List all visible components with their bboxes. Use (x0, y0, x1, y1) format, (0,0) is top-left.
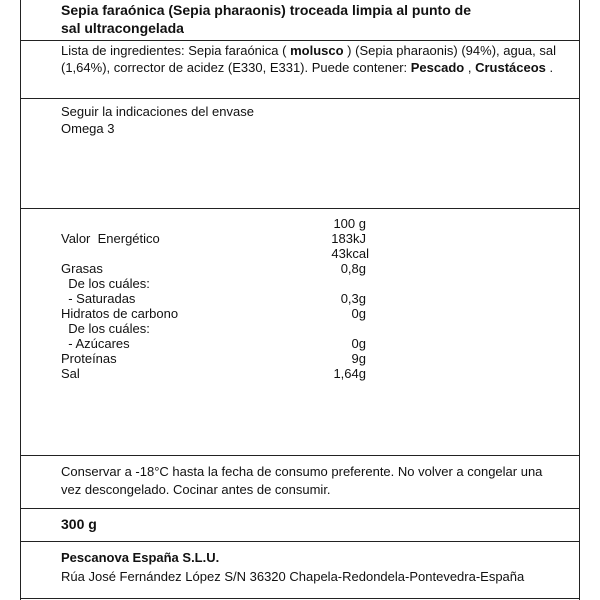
divider (21, 508, 579, 509)
product-title (21, 1, 579, 37)
nutrition-row (21, 366, 579, 381)
ingredients-text: . (545, 60, 554, 75)
divider (21, 598, 579, 599)
divider (21, 455, 579, 456)
nutrition-row (21, 246, 579, 261)
nutrition-table (21, 216, 579, 381)
storage-instructions: Conservar a -18°C hasta la fecha de consumo preferente. No volver a congelar una vez descongelado. Cocinar antes de consumir. (61, 464, 543, 497)
allergen-pescado: Pescado (410, 60, 465, 75)
nutrition-row (21, 261, 579, 276)
nutrition-label: De los cuáles: (61, 321, 150, 336)
nutrition-row (21, 291, 579, 306)
product-title-line-1: Sepia faraónica (Sepia pharaonis) troceada limpia al punto de (61, 2, 471, 18)
nutrition-row (21, 306, 579, 321)
divider (21, 98, 579, 99)
nutrition-row (21, 336, 579, 351)
nutrition-label: - Saturadas (61, 291, 136, 306)
ingredients-text: ) (Sepia pharaonis) (94%), agua, sal (1,64%), corrector de acidez (E330, E331). Puede contener: (61, 43, 557, 75)
allergen-molusco: molusco (290, 43, 344, 58)
nutrition-row (21, 231, 579, 246)
nutrition-value: 43kcal (331, 246, 369, 261)
nutrition-row (21, 351, 579, 366)
nutrition-label: De los cuáles: (61, 276, 150, 291)
ingredients-text: Lista de ingredientes: Sepia faraónica ( (61, 43, 291, 58)
nutrition-claim: Omega 3 (61, 121, 115, 136)
nutrition-value: 0g (351, 306, 366, 321)
nutrition-value: 0,8g (340, 261, 366, 276)
company-name: Pescanova España S.L.U. (61, 550, 220, 565)
usage-section (21, 103, 579, 137)
nutrition-row (21, 321, 579, 336)
divider (21, 541, 579, 542)
ingredients-text: , (464, 60, 476, 75)
usage-instructions: Seguir la indicaciones del envase (61, 104, 254, 119)
nutrition-label: Hidratos de carbono (61, 306, 179, 321)
nutrition-value: 0g (351, 336, 366, 351)
divider (21, 40, 579, 41)
nutrition-label: - Azúcares (61, 336, 130, 351)
nutrition-row (21, 276, 579, 291)
nutrition-label: Proteínas (61, 351, 117, 366)
nutrition-label: Sal (61, 366, 80, 381)
product-label (20, 0, 580, 600)
nutrition-value: 183kJ (331, 231, 366, 246)
nutrition-label: Valor Energético (61, 231, 160, 246)
product-title-line-2: sal ultracongelada (61, 20, 184, 36)
ingredients-list (21, 42, 579, 76)
nutrition-value: 0,3g (340, 291, 366, 306)
nutrition-value: 1,64g (333, 366, 366, 381)
nutrition-header-row (21, 216, 579, 231)
nutrition-label: Grasas (61, 261, 103, 276)
net-weight: 300 g (61, 516, 97, 532)
divider (21, 208, 579, 209)
allergen-crustaceos: Crustáceos (475, 60, 546, 75)
company-address: Rúa José Fernández López S/N 36320 Chapela-Redondela-Pontevedra-España (61, 569, 525, 584)
nutrition-per-amount: 100 g (333, 216, 366, 231)
nutrition-value: 9g (351, 351, 366, 366)
